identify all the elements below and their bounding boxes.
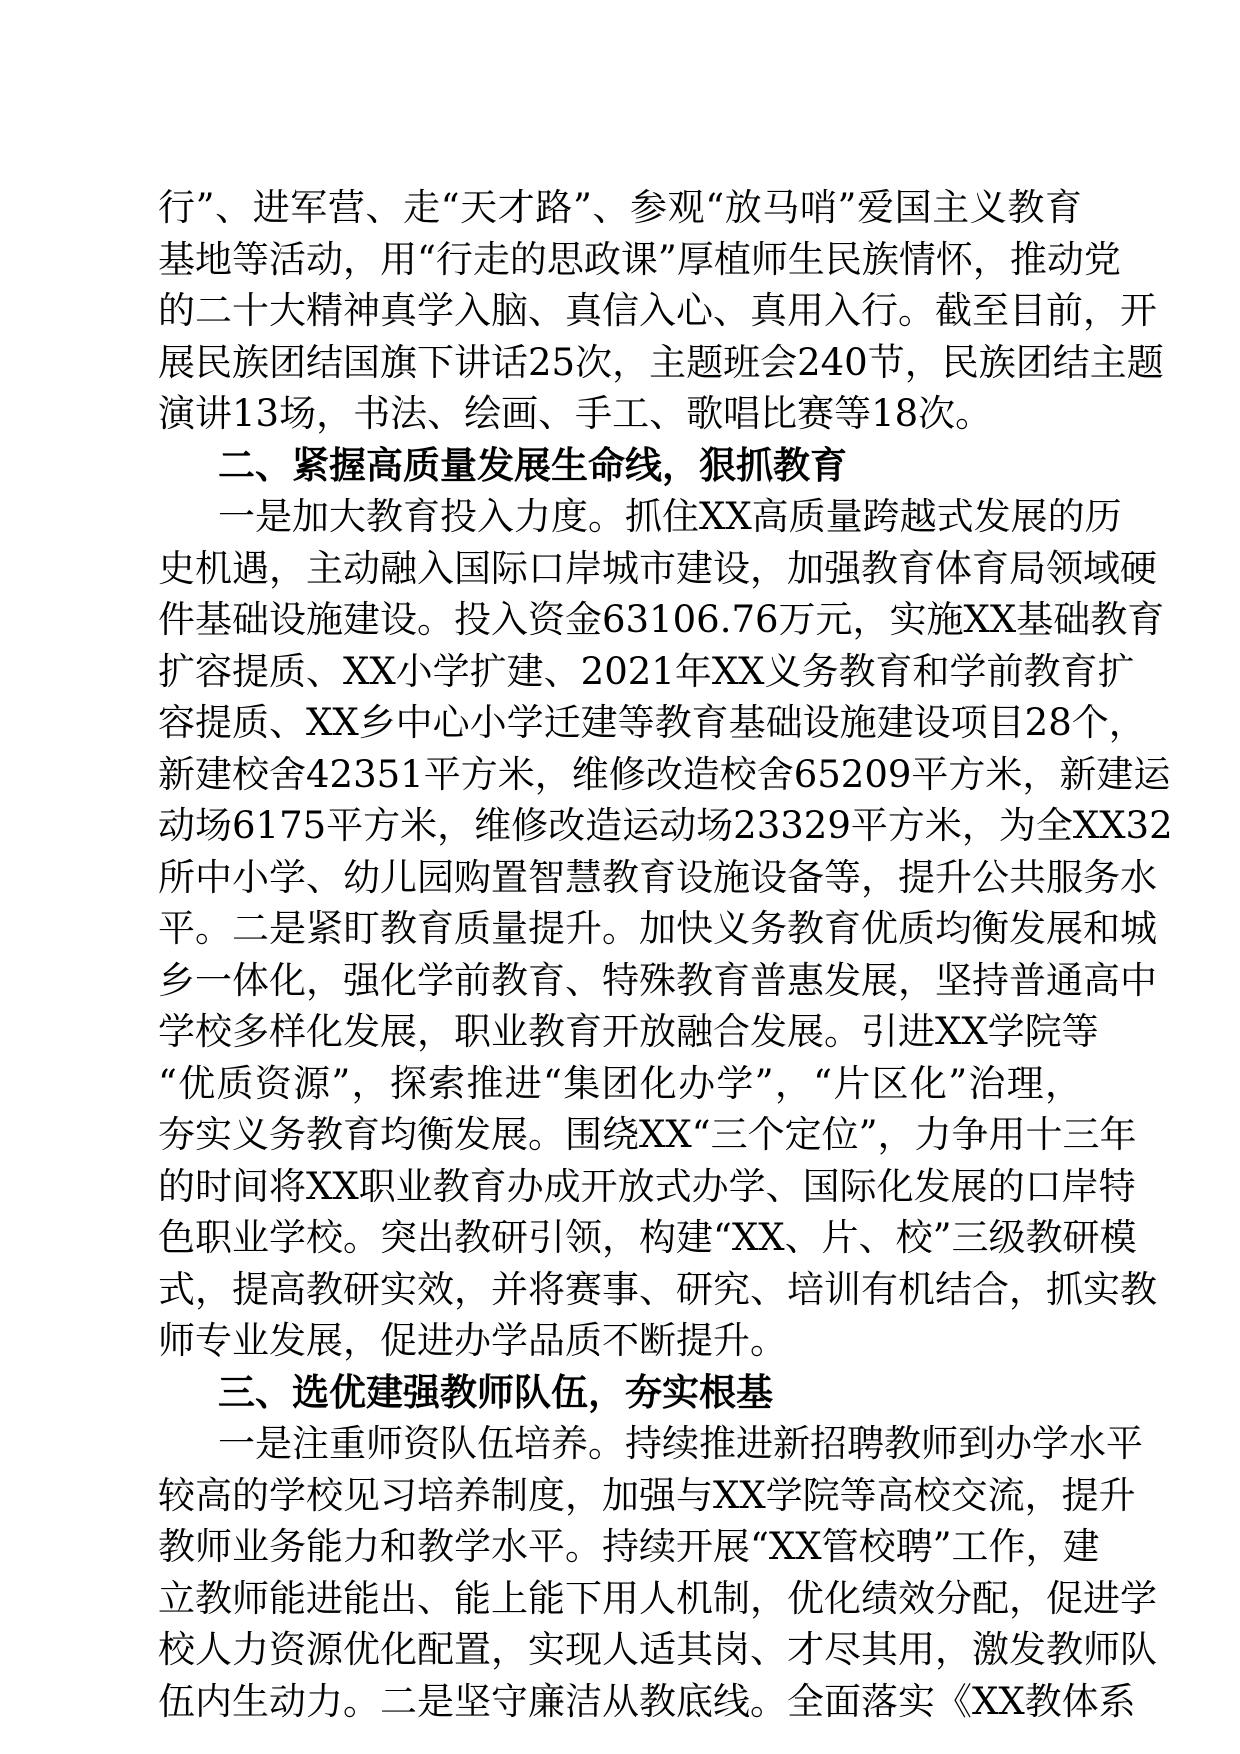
- text-line: 的时间将XX职业教育办成开放式办学、国际化发展的口岸特: [158, 1164, 1136, 1208]
- text-line: 容提质、XX乡中心小学迁建等教育基础设施建设项目28个，: [158, 701, 1146, 744]
- text-line: 新建校舍42351平方米，维修改造校舍65209平方米，新建运: [158, 752, 1171, 796]
- document-body: [158, 182, 1173, 1727]
- text-line: 立教师能进能出、能上能下用人机制，优化绩效分配，促进学: [158, 1576, 1157, 1620]
- text-line: 所中小学、幼儿园购置智慧教育设施设备等，提升公共服务水: [158, 855, 1157, 899]
- text-line: 行”、进军营、走“天才路”、参观“放马哨”爱国主义教育: [158, 186, 1082, 229]
- text-line: 师专业发展，促进办学品质不断提升。: [158, 1319, 787, 1362]
- text-line: 乡一体化，强化学前教育、特殊教育普惠发展，坚持普通高中: [158, 958, 1157, 1002]
- text-line: 一是加大教育投入力度。抓住XX高质量跨越式发展的历: [218, 495, 1122, 538]
- text-line: 伍内生动力。二是坚守廉洁从教底线。全面落实《XX教体系: [158, 1679, 1136, 1723]
- section-heading-2: 二、紧握高质量发展生命线，狠抓教育: [218, 443, 847, 487]
- text-line: 件基础设施建设。投入资金63106.76万元，实施XX基础教育: [158, 598, 1165, 641]
- paragraph-1: [158, 182, 1164, 440]
- text-line: 演讲13场，书法、绘画、手工、歌唱比赛等18次。: [158, 392, 993, 435]
- text-line: 校人力资源优化配置，实现人适其岗、才尽其用，激发教师队: [158, 1628, 1157, 1671]
- text-line: “优质资源”，探索推进“集团化办学”，“片区化”治理，: [158, 1061, 1082, 1105]
- paragraph-2: [158, 491, 1173, 1367]
- text-line: 平。二是紧盯教育质量提升。加快义务教育优质均衡发展和城: [158, 907, 1157, 950]
- text-line: 色职业学校。突出教研引领，构建“XX、片、校”三级教研模: [158, 1216, 1137, 1259]
- paragraph-3: [158, 1418, 1157, 1727]
- text-line: 式，提高教研实效，并将赛事、研究、培训有机结合，抓实教: [158, 1267, 1157, 1311]
- text-line: 扩容提质、XX小学扩建、2021年XX义务教育和学前教育扩: [158, 649, 1135, 693]
- text-line: 一是注重师资队伍培养。持续推进新招聘教师到办学水平: [218, 1422, 1143, 1465]
- text-line: 的二十大精神真学入脑、真信入心、真用入行。截至目前，开: [158, 289, 1157, 332]
- text-line: 史机遇，主动融入国际口岸城市建设，加强教育体育局领域硬: [158, 546, 1157, 590]
- text-line: 夯实义务教育均衡发展。围绕XX“三个定位”，力争用十三年: [158, 1113, 1137, 1156]
- text-line: 展民族团结国旗下讲话25次，主题班会240节，民族团结主题: [158, 340, 1164, 384]
- text-line: 学校多样化发展，职业教育开放融合发展。引进XX学院等: [158, 1010, 1099, 1053]
- text-line: 动场6175平方米，维修改造运动场23329平方米，为全XX32: [158, 804, 1173, 847]
- text-line: 教师业务能力和教学水平。持续开展“XX管校聘”工作，建: [158, 1525, 1100, 1568]
- text-line: 基地等活动，用“行走的思政课”厚植师生民族情怀，推动党: [158, 237, 1121, 281]
- section-heading-3: 三、选优建强教师队伍，夯实根基: [218, 1370, 773, 1414]
- text-line: 较高的学校见习培养制度，加强与XX学院等高校交流，提升: [158, 1473, 1136, 1517]
